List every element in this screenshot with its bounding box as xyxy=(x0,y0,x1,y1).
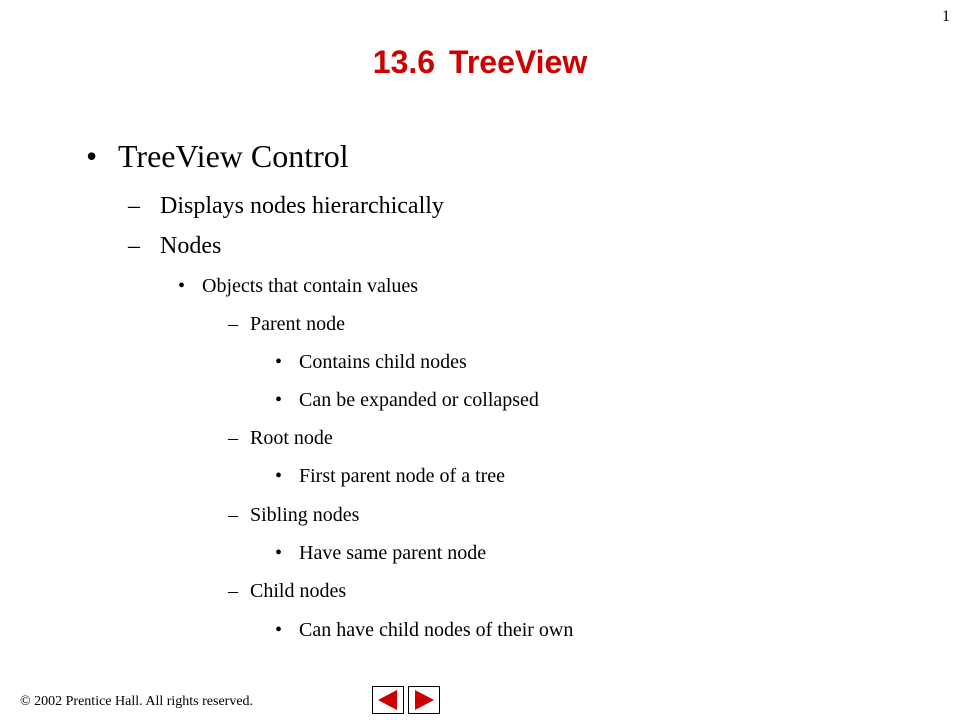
bullet-text: Sibling nodes xyxy=(250,504,360,526)
dash-marker: – xyxy=(228,580,238,602)
bullet-text: First parent node of a tree xyxy=(299,465,506,487)
dash-marker: – xyxy=(128,233,140,259)
next-slide-button[interactable] xyxy=(408,686,440,714)
slide-title-text: TreeView xyxy=(449,44,588,80)
bullet-marker: • xyxy=(275,389,283,411)
bullet-text: Root node xyxy=(250,427,333,449)
bullet-text: Child nodes xyxy=(250,580,347,602)
slide-title-number: 13.6 xyxy=(372,44,436,80)
slide-navigation xyxy=(372,686,440,714)
bullet-text: Can have child nodes of their own xyxy=(299,619,574,641)
left-arrow-icon xyxy=(373,687,403,713)
bullet-marker: • xyxy=(275,619,283,641)
right-arrow-icon xyxy=(409,687,439,713)
bullet-marker: • xyxy=(275,542,283,564)
bullet-marker: • xyxy=(178,275,186,297)
copyright-notice: © 2002 Prentice Hall. All rights reserved. xyxy=(20,694,254,709)
previous-slide-button[interactable] xyxy=(372,686,404,714)
page-number: 1 xyxy=(942,8,950,25)
bullet-text: TreeView Control xyxy=(118,138,349,174)
bullet-text: Objects that contain values xyxy=(202,275,419,297)
bullet-text: Displays nodes hierarchically xyxy=(160,193,444,219)
bullet-text: Have same parent node xyxy=(299,542,487,564)
bullet-marker: • xyxy=(275,465,283,487)
bullet-text: Contains child nodes xyxy=(299,351,467,373)
bullet-text: Can be expanded or collapsed xyxy=(299,389,539,411)
bullet-marker: • xyxy=(86,138,98,174)
dash-marker: – xyxy=(228,313,238,335)
bullet-marker: • xyxy=(275,351,283,373)
dash-marker: – xyxy=(128,193,140,219)
bullet-text: Parent node xyxy=(250,313,345,335)
dash-marker: – xyxy=(228,427,238,449)
dash-marker: – xyxy=(228,504,238,526)
bullet-text: Nodes xyxy=(160,233,222,259)
